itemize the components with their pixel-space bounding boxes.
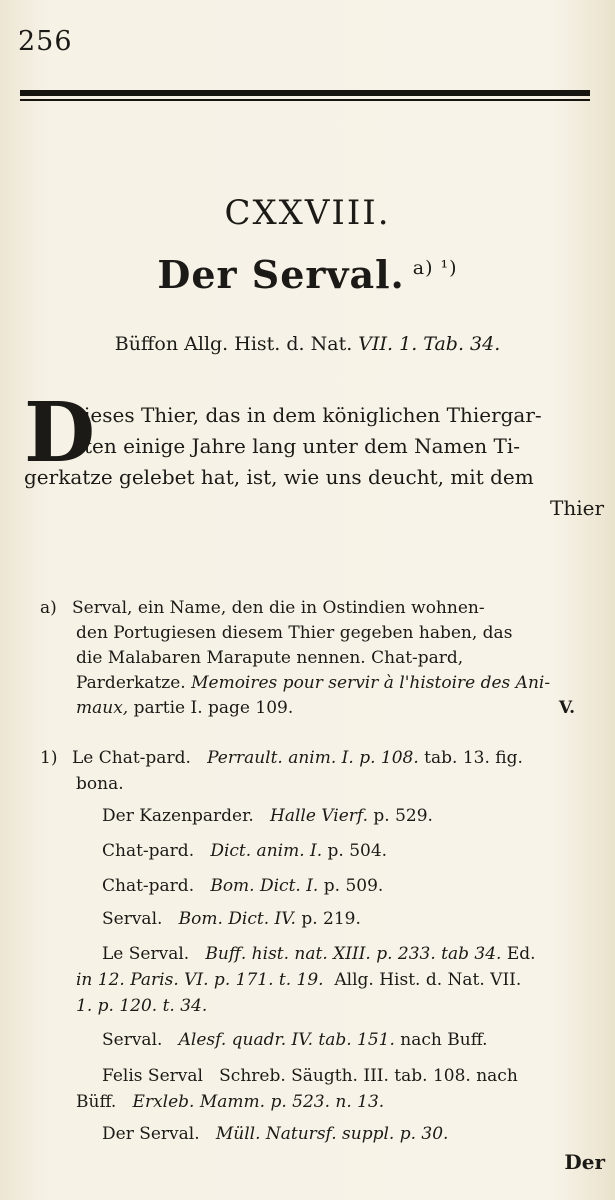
ref-name: Der Serval. — [102, 1124, 200, 1144]
ref-entry — [102, 1124, 448, 1144]
ref-entry — [102, 909, 361, 929]
ref-citation: Alesf. quadr. IV. tab. 151. — [178, 1030, 395, 1050]
ref-citation: Bom. Dict. IV. — [178, 909, 296, 929]
ref-rest: Allg. Hist. d. Nat. VII. — [334, 970, 522, 990]
ref-rest: p. 509. — [323, 876, 384, 896]
ref-citation: in 12. Paris. VI. p. 171. t. 19. — [76, 970, 324, 990]
ref-citation: Dict. anim. I. — [210, 841, 323, 861]
header-rule-thin — [20, 99, 590, 101]
catchword: Der — [564, 1150, 605, 1174]
ref-entry — [102, 1030, 488, 1050]
ref-rest: nach Buff. — [400, 1030, 488, 1050]
body-paragraph — [24, 400, 604, 524]
ref-entry — [102, 876, 383, 896]
ref-rest: p. 504. — [327, 841, 388, 861]
footnote-line: partie I. page 109. — [133, 698, 294, 718]
ref-name: Serval. — [102, 1030, 163, 1050]
ref-entry — [102, 944, 536, 964]
footnote-line: den Portugiesen diesem Thier gegeben haben, das — [76, 623, 513, 643]
ref-citation: Buff. hist. nat. XIII. p. 233. tab 34. — [205, 944, 502, 964]
ref-rest: p. 529. — [373, 806, 433, 826]
source-author: Büffon Allg. Hist. d. Nat. — [114, 333, 353, 355]
body-line: Thier — [549, 496, 604, 520]
body-line: ten einige Jahre lang unter dem Namen Ti- — [84, 434, 521, 458]
chapter-title — [0, 252, 615, 297]
ref-continuation: bona. — [76, 774, 124, 794]
ref-entry — [102, 841, 387, 861]
ref-name: Serval. — [102, 909, 163, 929]
ref-name: Le Serval. — [102, 944, 190, 964]
ref-citation: Erxleb. Mamm. p. 523. n. 13. — [132, 1092, 385, 1112]
ref-rest: nach — [476, 1066, 518, 1086]
body-line: gerkatze gelebet hat, ist, wie uns deucht, mit dem — [24, 465, 534, 489]
ref-name: Chat-pard. — [102, 876, 195, 896]
ref-rest: Ed. — [506, 944, 536, 964]
ref-continuation — [76, 1092, 384, 1112]
footnote-line: Parderkatze. — [76, 673, 186, 693]
footnote-line: Serval, ein Name, den die in Ostindien wohnen- — [72, 598, 485, 618]
ref-continuation — [76, 970, 521, 990]
ref-name: Der Kazenparder. — [102, 806, 254, 826]
footnote-marker: a) — [40, 598, 57, 618]
ref-entry — [102, 806, 433, 826]
footnote-citation: Memoires pour servir à l'histoire des Ani- — [191, 673, 551, 693]
footnote-a — [40, 596, 605, 721]
ref-rest: tab. 13. fig. — [424, 748, 523, 768]
page-number: 256 — [18, 26, 73, 57]
ref-citation: Schreb. Säugth. III. tab. 108. — [219, 1066, 471, 1086]
source-reference — [0, 333, 615, 355]
footnote-citation: maux, — [76, 698, 129, 718]
ref-continuation: 1. p. 120. t. 34. — [76, 996, 208, 1016]
ref-rest: Büff. — [76, 1092, 117, 1112]
footnote-line: die Malabaren Marapute nennen. Chat-pard, — [76, 648, 464, 668]
ref-citation: Perrault. anim. I. p. 108. — [207, 748, 419, 768]
chapter-number: CXXVIII. — [224, 193, 391, 233]
header-rule-thick — [20, 90, 590, 96]
ref-citation: Bom. Dict. I. — [210, 876, 319, 896]
ref-name: Chat-pard. — [102, 841, 195, 861]
footnote-signature: V. — [558, 698, 575, 718]
ref-rest: p. 219. — [301, 909, 361, 929]
ref-name: Le Chat-pard. — [72, 748, 191, 768]
title-footnote-marks: a) ¹) — [412, 257, 458, 279]
title-text: Der Serval. — [157, 252, 405, 297]
footnote-marker: 1) — [40, 748, 58, 768]
ref-name: Felis Serval — [102, 1066, 203, 1086]
ref-citation: Müll. Natursf. suppl. p. 30. — [215, 1124, 449, 1144]
ref-citation: Halle Vierf. — [270, 806, 368, 826]
ref-entry — [102, 1066, 518, 1086]
source-locus: VII. 1. Tab. 34. — [358, 333, 501, 355]
drop-capital: D — [24, 385, 96, 481]
body-line: ieses Thier, das in dem königlichen Thiergar- — [84, 403, 542, 427]
